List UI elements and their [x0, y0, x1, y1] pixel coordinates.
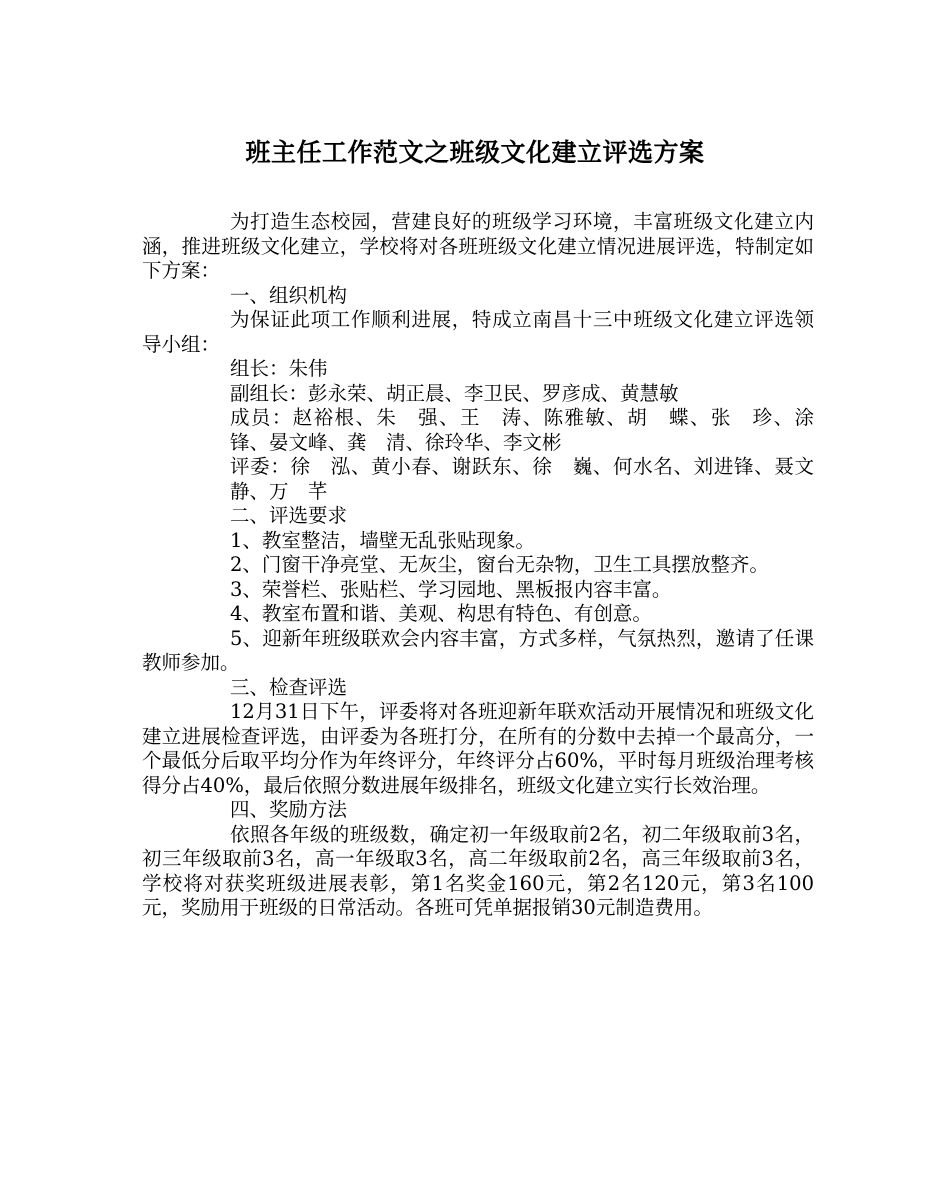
rewards-paragraph: 依照各年级的班级数，确定初一年级取前2名，初二年级取前3名，初三年级取前3名，高一年级取3名，高二年级取前2名，高三年级取前3名，学校将对获奖班级进展表彰，第1名奖金160元，第2名120元，第3名100元，奖励用于班级的日常活动。各班可凭单据报销30元制造费用。	[142, 822, 814, 919]
document-title: 班主任工作范文之班级文化建立评选方案	[245, 138, 705, 167]
members-line: 成员：赵裕根、朱 强、王 涛、陈雅敏、胡 蝶、张 珍、涂 锋、晏文峰、龚 清、徐玲华、李文彬	[230, 406, 834, 454]
judges-line: 评委：徐 泓、黄小春、谢跃东、徐 巍、何水名、刘进锋、聂文静、万 芊	[230, 455, 814, 503]
intro-paragraph: 为打造生态校园，营建良好的班级学习环境，丰富班级文化建立内涵，推进班级文化建立，学校将对各班班级文化建立情况进展评选，特制定如下方案：	[142, 210, 814, 282]
leader-line: 组长：朱伟	[230, 357, 328, 380]
document-body	[142, 210, 834, 921]
organization-paragraph: 为保证此项工作顺利进展，特成立南昌十三中班级文化建立评选领导小组：	[142, 308, 814, 356]
section-heading-inspection: 三、检查评选	[230, 675, 348, 699]
section-heading-requirements: 二、评选要求	[230, 504, 348, 527]
section-heading-organization: 一、组织机构	[230, 283, 348, 307]
requirement-item: 1、教室整洁，墙壁无乱张贴现象。	[230, 528, 535, 552]
section-heading-rewards: 四、奖励方法	[230, 798, 348, 821]
requirement-item: 4、教室布置和谐、美观、构思有特色、有创意。	[230, 602, 652, 625]
requirement-item: 2、门窗干净亮堂、无灰尘，窗台无杂物，卫生工具摆放整齐。	[230, 553, 769, 576]
requirement-item: 5、迎新年班级联欢会内容丰富，方式多样，气氛热烈，邀请了任课教师参加。	[142, 626, 814, 674]
deputy-leaders-line: 副组长：彭永荣、胡正晨、李卫民、罗彦成、黄慧敏	[230, 381, 679, 405]
requirement-item: 3、荣誉栏、张贴栏、学习园地、黑板报内容丰富。	[230, 577, 672, 601]
inspection-paragraph: 12月31日下午，评委将对各班迎新年联欢活动开展情况和班级文化建立进展检查评选，由评委为各班打分，在所有的分数中去掉一个最高分，一个最低分后取平均分作为年终评分，年终评分占60%，平时每月班级治理考核得分占40%，最后依照分数进展年级排名，班级文化建立实行长效治理。	[142, 700, 814, 797]
